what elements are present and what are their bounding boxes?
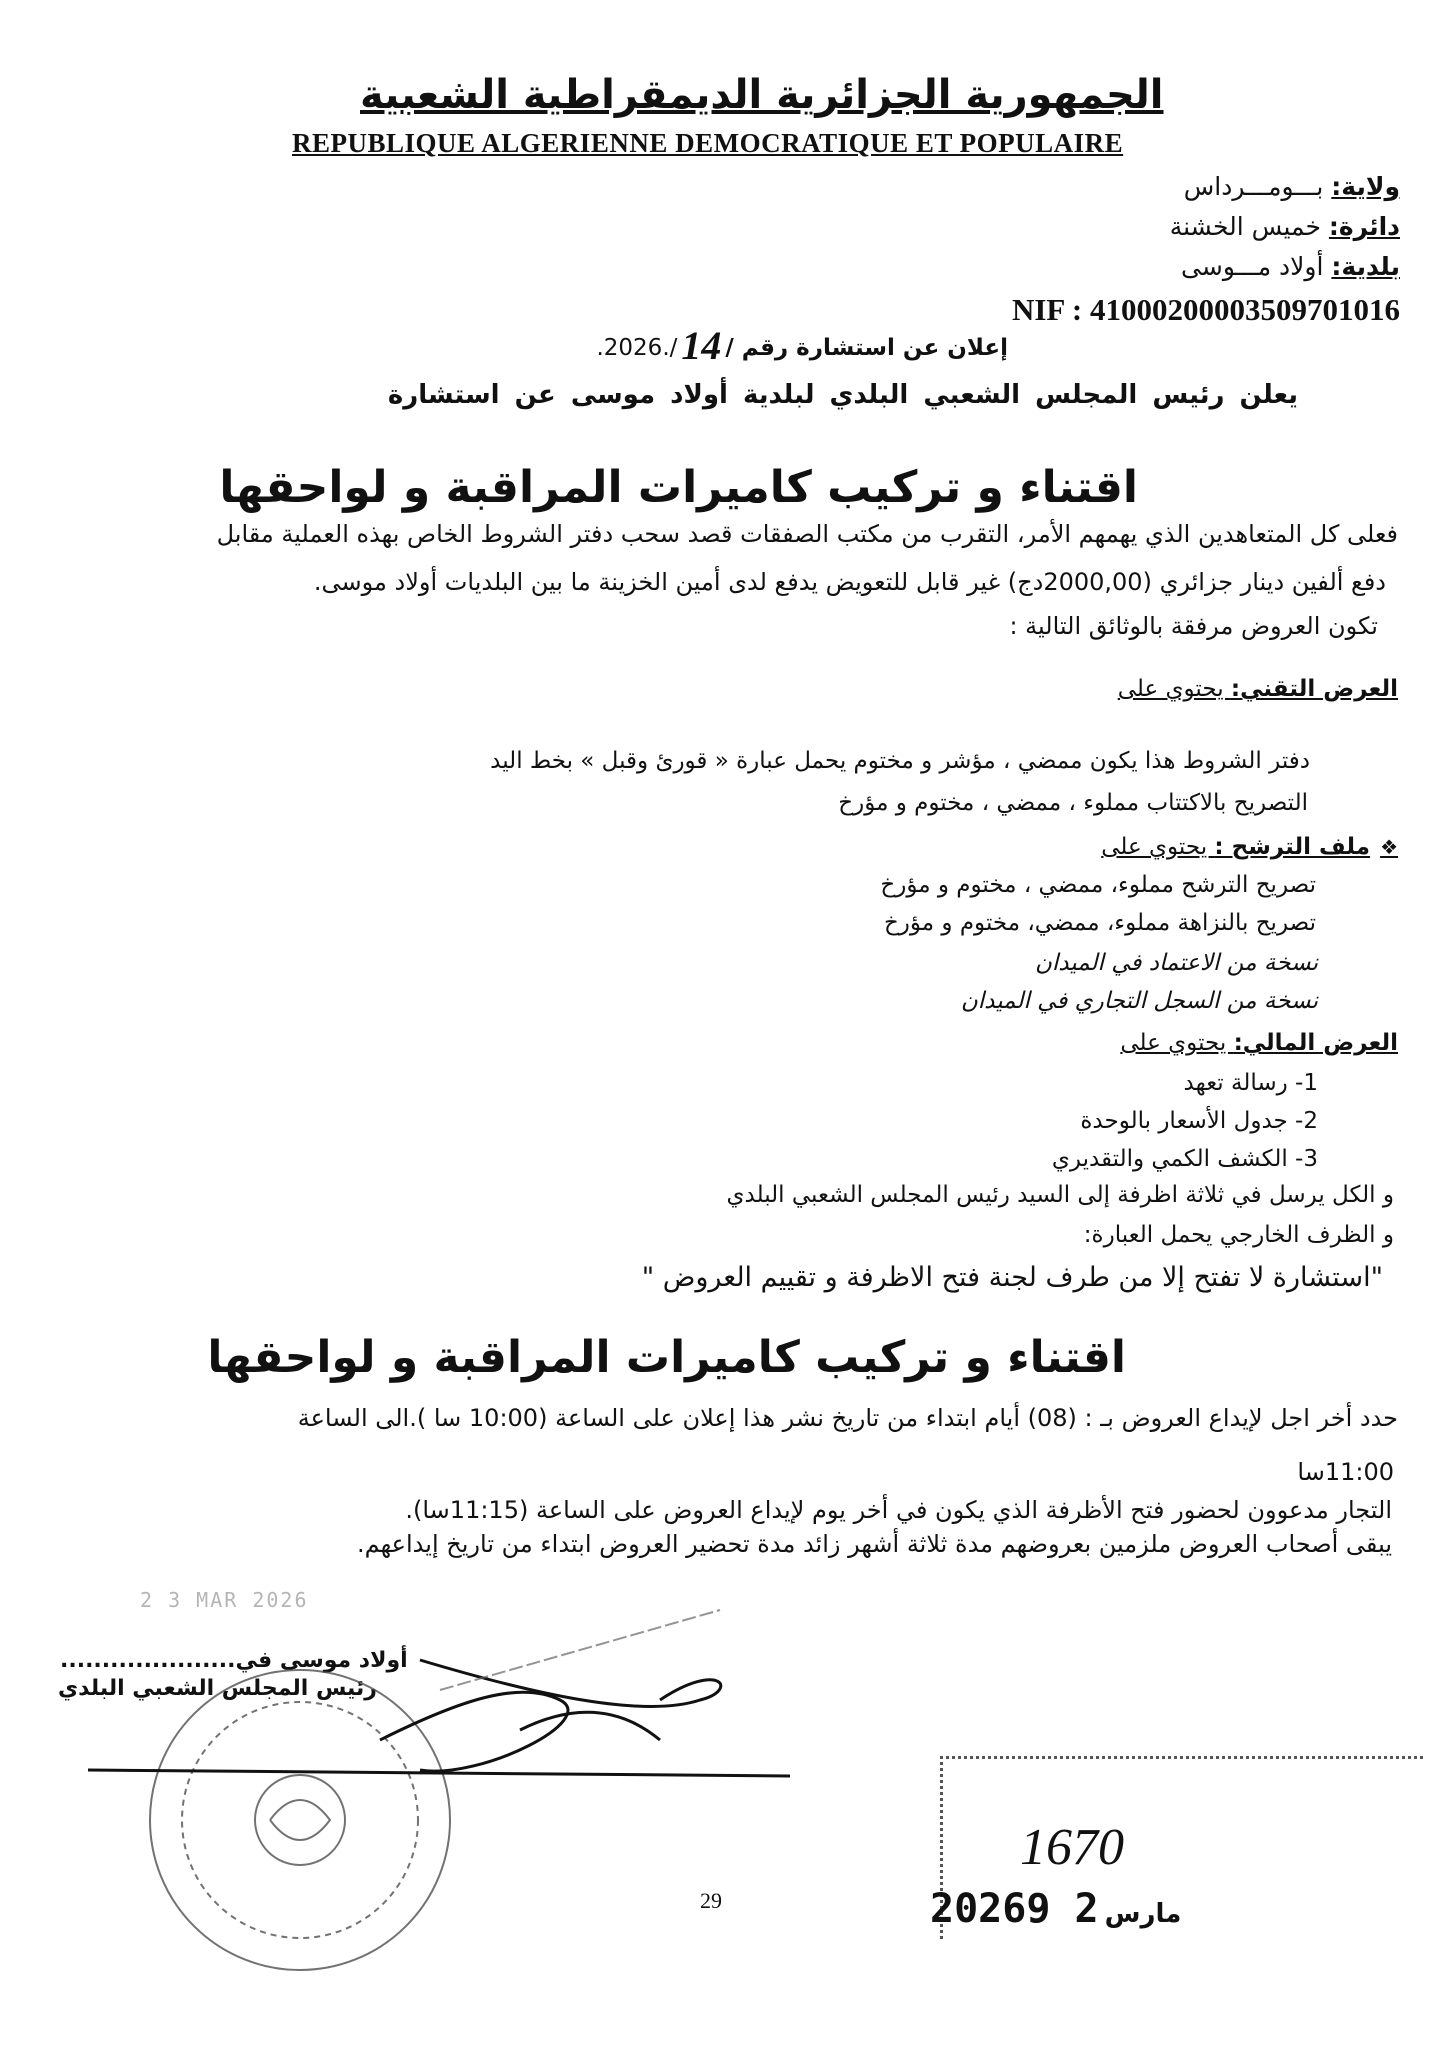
financial-item-3: 3- الكشف الكمي والتقديري	[1051, 1146, 1318, 1172]
envelopes-line-2: و الظرف الخارجي يحمل العبارة:	[1083, 1222, 1394, 1248]
announcement-suffix: /.2026.	[596, 335, 678, 361]
deadline-line-1: حدد أخر اجل لإيداع العروض بـ : (08) أيام ابتداء من تاريخ نشر هذا إعلان على الساعة (10:00 سا ).الى الساعة	[297, 1404, 1398, 1432]
page-number: 29	[700, 1888, 722, 1913]
technical-offer-rest: يحتوي على	[1117, 676, 1231, 702]
signature-place: أولاد موسى في.....................	[60, 1648, 408, 1673]
announcement-number: 14	[681, 323, 722, 368]
daira-value: خميس الخشنة	[1169, 212, 1321, 241]
header-french-title: REPUBLIQUE ALGERIENNE DEMOCRATIQUE ET POPULAIRE	[292, 128, 1124, 158]
technical-offer-label: العرض التقني:	[1230, 676, 1398, 702]
deadline-line-2: 11:00سا	[1297, 1458, 1394, 1486]
faded-date-stamp: 2 3 MAR 2026	[140, 1588, 309, 1612]
candidacy-file-label: ملف الترشح :	[1214, 834, 1371, 860]
diamond-bullet-icon: ❖	[1380, 835, 1398, 859]
financial-offer-rest: يحتوي على	[1120, 1030, 1234, 1056]
deadline-line-3: التجار مدعوون لحضور فتح الأظرفة الذي يكون في أخر يوم لإيداع العروض على الساعة (11:15سا).	[405, 1496, 1392, 1524]
announcement-prefix: إعلان عن استشارة رقم /	[725, 335, 1008, 361]
deadline-line-4: يبقى أصحاب العروض ملزمين بعروضهم مدة ثلاثة أشهر زائد مدة تحضير العروض ابتداء من تاريخ إيداعهم.	[357, 1530, 1392, 1558]
candidacy-item-1: تصريح الترشح مملوء، ممضي ، مختوم و مؤرخ	[880, 872, 1316, 898]
envelope-quote: "استشارة لا تفتح إلا من طرف لجنة فتح الاظرفة و تقييم العروض "	[641, 1262, 1383, 1293]
wilaya-value: بـــومـــرداس	[1183, 172, 1324, 201]
nif-number: NIF : 41000200003509701016	[1011, 292, 1400, 327]
date-stamp-month: مارس	[1104, 1899, 1182, 1929]
paragraph-line-1: فعلى كل المتعاهدين الذي يهمهم الأمر، التقرب من مكتب الصفقات قصد سحب دفتر الشروط الخاص بهذه العملية مقابل	[216, 520, 1398, 548]
technical-item-1: دفتر الشروط هذا يكون ممضي ، مؤشر و مختوم يحمل عبارة « قورئ وقبل » بخط اليد	[490, 748, 1310, 774]
registration-number: 1670	[1020, 1819, 1124, 1876]
paragraph-line-2: دفع ألفين دينار جزائري (2000,00دج) غير قابل للتعويض يدفع لدى أمين الخزينة ما بين البلديات أولاد موسى.	[313, 568, 1386, 596]
commune-label: بلدية:	[1331, 252, 1400, 281]
main-title-repeat: اقتناء و تركيب كاميرات المراقبة و لواحقها	[207, 1332, 1126, 1383]
diagonal-stamp-line	[440, 1610, 720, 1690]
financial-offer-label: العرض المالي:	[1233, 1030, 1398, 1056]
daira-label: دائرة:	[1328, 212, 1400, 241]
candidacy-item-4: نسخة من السجل التجاري في الميدان	[960, 988, 1318, 1014]
intro-line: يعلن رئيس المجلس الشعبي البلدي لبلدية أولاد موسى عن استشارة	[387, 380, 1298, 410]
paragraph-line-3: تكون العروض مرفقة بالوثائق التالية :	[1009, 612, 1378, 640]
financial-item-2: 2- جدول الأسعار بالوحدة	[1080, 1108, 1318, 1134]
candidacy-item-3: نسخة من الاعتماد في الميدان	[1034, 950, 1318, 976]
candidacy-file-rest: يحتوي على	[1101, 834, 1215, 860]
envelopes-line-1: و الكل يرسل في ثلاثة اظرفة إلى السيد رئيس المجلس الشعبي البلدي	[726, 1182, 1394, 1208]
main-title: اقتناء و تركيب كاميرات المراقبة و لواحقها	[219, 462, 1138, 513]
wilaya-label: ولاية:	[1331, 172, 1400, 201]
commune-value: أولاد مـــوسى	[1181, 252, 1324, 281]
technical-item-2: التصريح بالاكتتاب مملوء ، ممضي ، مختوم و مؤرخ	[838, 790, 1308, 816]
header-arabic-title: الجمهورية الجزائرية الديمقراطية الشعبية	[360, 72, 1164, 118]
date-stamp-day: 2 9	[1026, 1886, 1099, 1932]
signature-title: رئيس المجلس الشعبي البلدي	[58, 1676, 377, 1701]
candidacy-item-2: تصريح بالنزاهة مملوء، ممضي، مختوم و مؤرخ	[883, 910, 1316, 936]
date-stamp	[930, 1886, 1187, 1932]
financial-item-1: 1- رسالة تعهد	[1183, 1070, 1318, 1096]
handwritten-signature	[88, 1660, 790, 1776]
date-stamp-year: 2026	[930, 1886, 1027, 1932]
round-seal	[150, 1670, 450, 1970]
